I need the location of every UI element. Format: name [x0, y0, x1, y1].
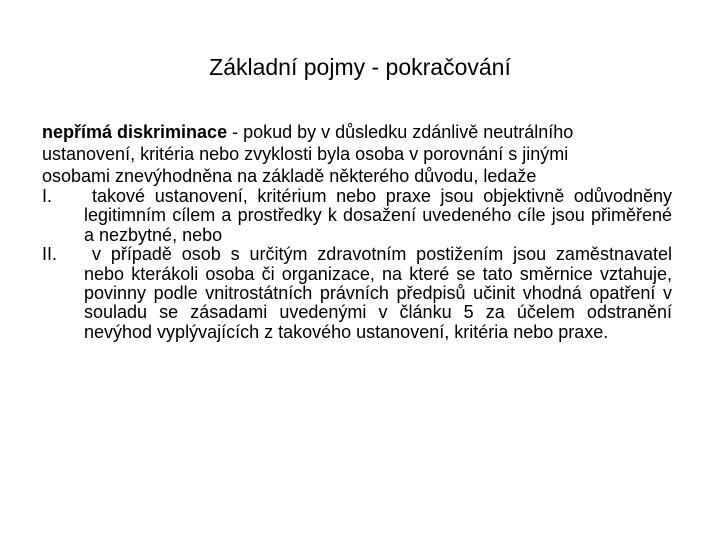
list-marker: II.	[42, 244, 58, 265]
slide-title: Základní pojmy - pokračování	[209, 54, 511, 80]
definition-text: - pokud by v důsledku zdánlivě neutrálního ustanovení, kritéria nebo zvyklosti byla osoba v porovnání s jinými osobami znevýhodněna na základě některého důvodu, ledaže	[42, 122, 574, 186]
list-item-text: takové ustanovení, kritérium nebo praxe jsou objektivně odůvodněny legitimním cílem a prostředky k dosažení uvedeného cíle jsou přiměřené a nezbytné, nebo	[84, 186, 672, 245]
list-item	[42, 187, 672, 245]
definition-paragraph	[42, 121, 622, 187]
defined-term: nepřímá diskriminace	[42, 122, 228, 142]
list-item-text: v případě osob s určitým zdravotním postižením jsou zaměstnavatel nebo kterákoli osoba či organizace, na které se tato směrnice vztahuje, povinny podle vnitrostátních právních předpisů učinit vhodná opatření v souladu se zásadami uvedenými v článku 5 za účelem odstranění nevýhod vyplývajících z takového ustanovení, kritéria nebo praxe.	[84, 244, 672, 342]
list-marker: I.	[42, 186, 53, 206]
list-item	[42, 245, 672, 342]
exception-list	[42, 187, 672, 342]
slide-content	[42, 121, 672, 342]
